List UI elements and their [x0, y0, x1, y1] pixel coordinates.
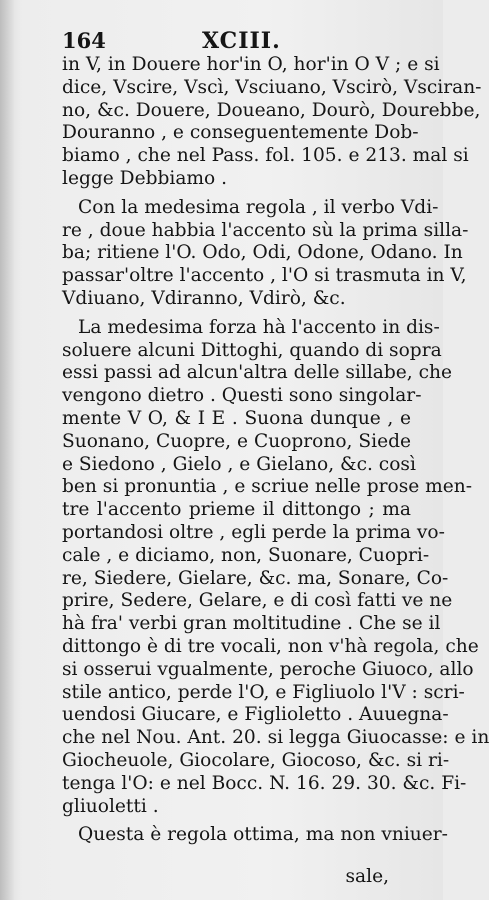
text-line: vengono dietro . Questi sono singolar- — [62, 385, 422, 407]
page-number: 164 — [62, 28, 106, 53]
text-line: e Siedono , Gielo , e Gielano, &c. così — [62, 453, 416, 475]
text-line: cale , e diciamo, non, Suonare, Cuopri- — [62, 544, 430, 566]
text-line: dice, Vscire, Vscì, Vsciuano, Vscirò, Vsciran- — [62, 76, 482, 98]
text-line: tenga l'O: e nel Bocc. N. 16. 29. 30. &c. Fi- — [62, 772, 467, 794]
text-line: Vdiuano, Vdiranno, Vdirò, &c. — [62, 287, 346, 309]
text-line: si osserui vgualmente, peroche Giuoco, allo — [62, 658, 474, 680]
text-line: dittongo è di tre vocali, non v'hà regola, che — [62, 635, 479, 657]
paragraph — [62, 824, 448, 847]
text-line: Con la medesima regola , il verbo Vdi- — [78, 196, 439, 218]
text-line: no, &c. Douere, Doueano, Dourò, Dourebbe, — [62, 99, 481, 121]
text-line: passar'oltre l'accento , l'O si trasmuta in V, — [62, 265, 467, 287]
text-line: soluere alcuni Dittoghi, quando di sopra — [62, 339, 442, 361]
text-line: re , doue habbia l'accento sù la prima silla- — [62, 219, 469, 241]
running-head — [62, 28, 413, 54]
text-line: uendosi Giucare, e Figlioletto . Auuegna- — [62, 704, 449, 726]
text-line: La medesima forza hà l'accento in dis- — [78, 316, 440, 338]
text-line: Questa è regola ottima, ma non vniuer- — [78, 824, 448, 846]
text-line: gliuoletti . — [62, 795, 159, 817]
text-line: legge Debbiamo . — [62, 167, 228, 189]
text-line: Giocheuole, Giocolare, Giocoso, &c. si ri- — [62, 749, 450, 771]
paragraph — [62, 196, 469, 311]
text-line: in V, in Douere hor'in O, hor'in O V ; e si — [62, 54, 440, 75]
text-line: hà fra' verbi gran moltitudine . Che se il — [62, 613, 441, 635]
text-line: biamo , che nel Pass. fol. 105. e 213. mal si — [62, 145, 469, 167]
page-gutter-shadow — [0, 0, 14, 900]
page-heading: XCIII. — [202, 28, 281, 54]
text-line: portandosi oltre , egli perde la prima vo- — [62, 521, 445, 543]
text-line: Suonano, Cuopre, e Cuoprono, Siede — [62, 430, 411, 452]
text-line: che nel Nou. Ant. 20. si legga Giuocasse: e in — [62, 727, 489, 749]
text-line: prire, Sedere, Gelare, e di così fatti ve ne — [62, 590, 453, 612]
text-line: mente V O, & I E . Suona dunque , e — [62, 407, 411, 429]
text-line: Douranno , e conseguentemente Dob- — [62, 122, 419, 144]
text-line: tre l'accento prieme il dittongo ; ma — [62, 499, 411, 521]
paragraph — [62, 316, 489, 819]
text-line: ba; ritiene l'O. Odo, Odi, Odone, Odano. In — [62, 242, 463, 264]
catchword: sale, — [345, 866, 389, 887]
paragraph — [62, 54, 482, 191]
text-line: stile antico, perde l'O, e Figliuolo l'V : scri- — [62, 681, 465, 703]
text-line: re, Siedere, Gielare, &c. ma, Sonare, Co- — [62, 567, 449, 589]
text-line: ben si pronuntia , e scriue nelle prose men- — [62, 476, 473, 498]
body-text — [62, 54, 489, 847]
text-line: essi passi ad alcun'altra delle sillabe, che — [62, 362, 452, 384]
